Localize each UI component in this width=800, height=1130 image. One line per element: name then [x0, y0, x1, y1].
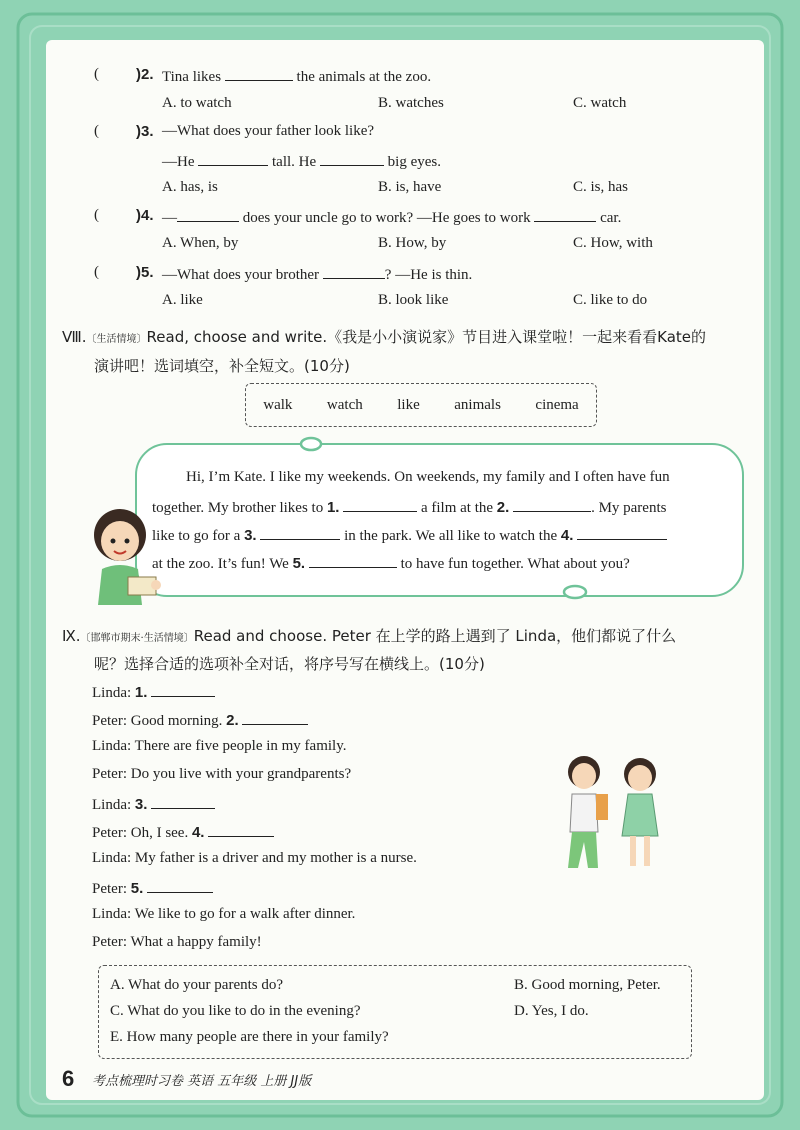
q2-paren: ( [94, 66, 99, 82]
passage-line4: at the zoo. It’s fun! We 5. to have fun together. What about you? [152, 555, 630, 572]
dialogue-line: Peter: Oh, I see. 4. [92, 822, 274, 842]
word-bank [245, 383, 597, 427]
q2-option-c: C. watch [573, 95, 627, 111]
passage-line1: Hi, I’m Kate. I like my weekends. On weekends, my family and I often have fun [186, 469, 670, 485]
q4-option-c: C. How, with [573, 235, 653, 251]
bubble-curl [298, 436, 324, 452]
peter-linda-illustration [552, 750, 672, 875]
answer-blank[interactable] [208, 822, 274, 837]
q3-line2: —He tall. He big eyes. [162, 151, 441, 171]
word-bank-item: cinema [535, 396, 579, 413]
passage-line2: together. My brother likes to 1. a film at the 2. . My parents [152, 499, 667, 516]
answer-blank[interactable] [147, 878, 213, 893]
answer-blank[interactable] [343, 497, 417, 512]
q5-option-c: C. like to do [573, 292, 648, 308]
answer-blank[interactable] [309, 553, 397, 568]
q5-option-a: A. like [162, 292, 203, 308]
q2-number: )2. [136, 66, 154, 83]
answer-blank[interactable] [577, 525, 667, 540]
q4-stem: — does your uncle go to work? —He goes to work car. [162, 207, 621, 227]
q3-number: )3. [136, 123, 154, 140]
dialogue-line: Linda: 3. [92, 794, 215, 814]
dialogue-line: Peter: 5. [92, 878, 213, 898]
word-bank-item: walk [263, 396, 293, 413]
q3-paren: ( [94, 123, 99, 139]
kate-illustration [80, 505, 170, 609]
q2-option-b: B. watches [378, 95, 444, 111]
answer-blank[interactable] [177, 207, 239, 222]
q2-option-a: A. to watch [162, 95, 232, 111]
q3-option-b: B. is, have [378, 179, 442, 195]
q4-option-b: B. How, by [378, 235, 447, 251]
q5-option-b: B. look like [378, 292, 449, 308]
dialogue-line: Peter: What a happy family! [92, 934, 262, 950]
answer-blank[interactable] [151, 794, 215, 809]
option-e: E. How many people are there in your family? [110, 1029, 389, 1045]
answer-blank[interactable] [198, 151, 268, 166]
q3-stem: —What does your father look like? [162, 123, 375, 139]
passage-line3: like to go for a 3. in the park. We all like to watch the 4. [152, 525, 667, 545]
page-number: 6 [62, 1066, 75, 1091]
section8-heading: Ⅷ.〔生活情境〕Read, choose and write.《我是小小演说家》节目进入课堂啦！一起来看看Kate的 [62, 328, 707, 346]
q2-stem: Tina likes the animals at the zoo. [162, 66, 431, 86]
bubble-curl [560, 584, 590, 600]
speech-bubble [135, 443, 744, 597]
answer-blank[interactable] [242, 710, 308, 725]
dialogue-line: Linda: We like to go for a walk after dinner. [92, 906, 356, 922]
answer-blank[interactable] [323, 264, 385, 279]
dialogue-line: Linda: 1. [92, 682, 215, 702]
option-a: A. What do your parents do? [110, 977, 284, 993]
answer-blank[interactable] [260, 525, 340, 540]
q4-paren: ( [94, 207, 99, 223]
q4-option-a: A. When, by [162, 235, 239, 251]
answer-blank[interactable] [151, 682, 215, 697]
answer-blank[interactable] [513, 497, 591, 512]
q5-stem: —What does your brother ? —He is thin. [162, 264, 472, 284]
word-bank-item: like [397, 396, 420, 413]
word-bank-item: animals [454, 396, 501, 413]
word-bank-item: watch [326, 396, 363, 413]
q5-number: )5. [136, 264, 154, 281]
answer-blank[interactable] [225, 66, 293, 81]
q4-number: )4. [136, 207, 154, 224]
answer-blank[interactable] [534, 207, 596, 222]
dialogue-line: Peter: Good morning. 2. [92, 710, 308, 730]
q3-option-c: C. is, has [573, 179, 629, 195]
option-b: B. Good morning, Peter. [514, 977, 661, 993]
option-c: C. What do you like to do in the evening? [110, 1003, 361, 1019]
option-d: D. Yes, I do. [514, 1003, 589, 1019]
answer-blank[interactable] [320, 151, 384, 166]
dialogue-line: Linda: There are five people in my family. [92, 738, 347, 754]
dialogue-line: Peter: Do you live with your grandparents? [92, 766, 352, 782]
section9-heading-line2: 呢？选择合适的选项补全对话，将序号写在横线上。(10分) [94, 655, 485, 673]
dialogue-line: Linda: My father is a driver and my mother is a nurse. [92, 850, 417, 866]
footer-text: 考点梳理时习卷 英语 五年级 上册 JJ版 [92, 1074, 312, 1089]
q3-option-a: A. has, is [162, 179, 218, 195]
section8-heading-line2: 演讲吧！选词填空，补全短文。(10分) [94, 357, 350, 375]
q5-paren: ( [94, 264, 99, 280]
section9-heading: Ⅸ.〔邯郸市期末·生活情境〕Read and choose. Peter 在上学的路上遇到了 Linda，他们都说了什么 [62, 627, 677, 645]
